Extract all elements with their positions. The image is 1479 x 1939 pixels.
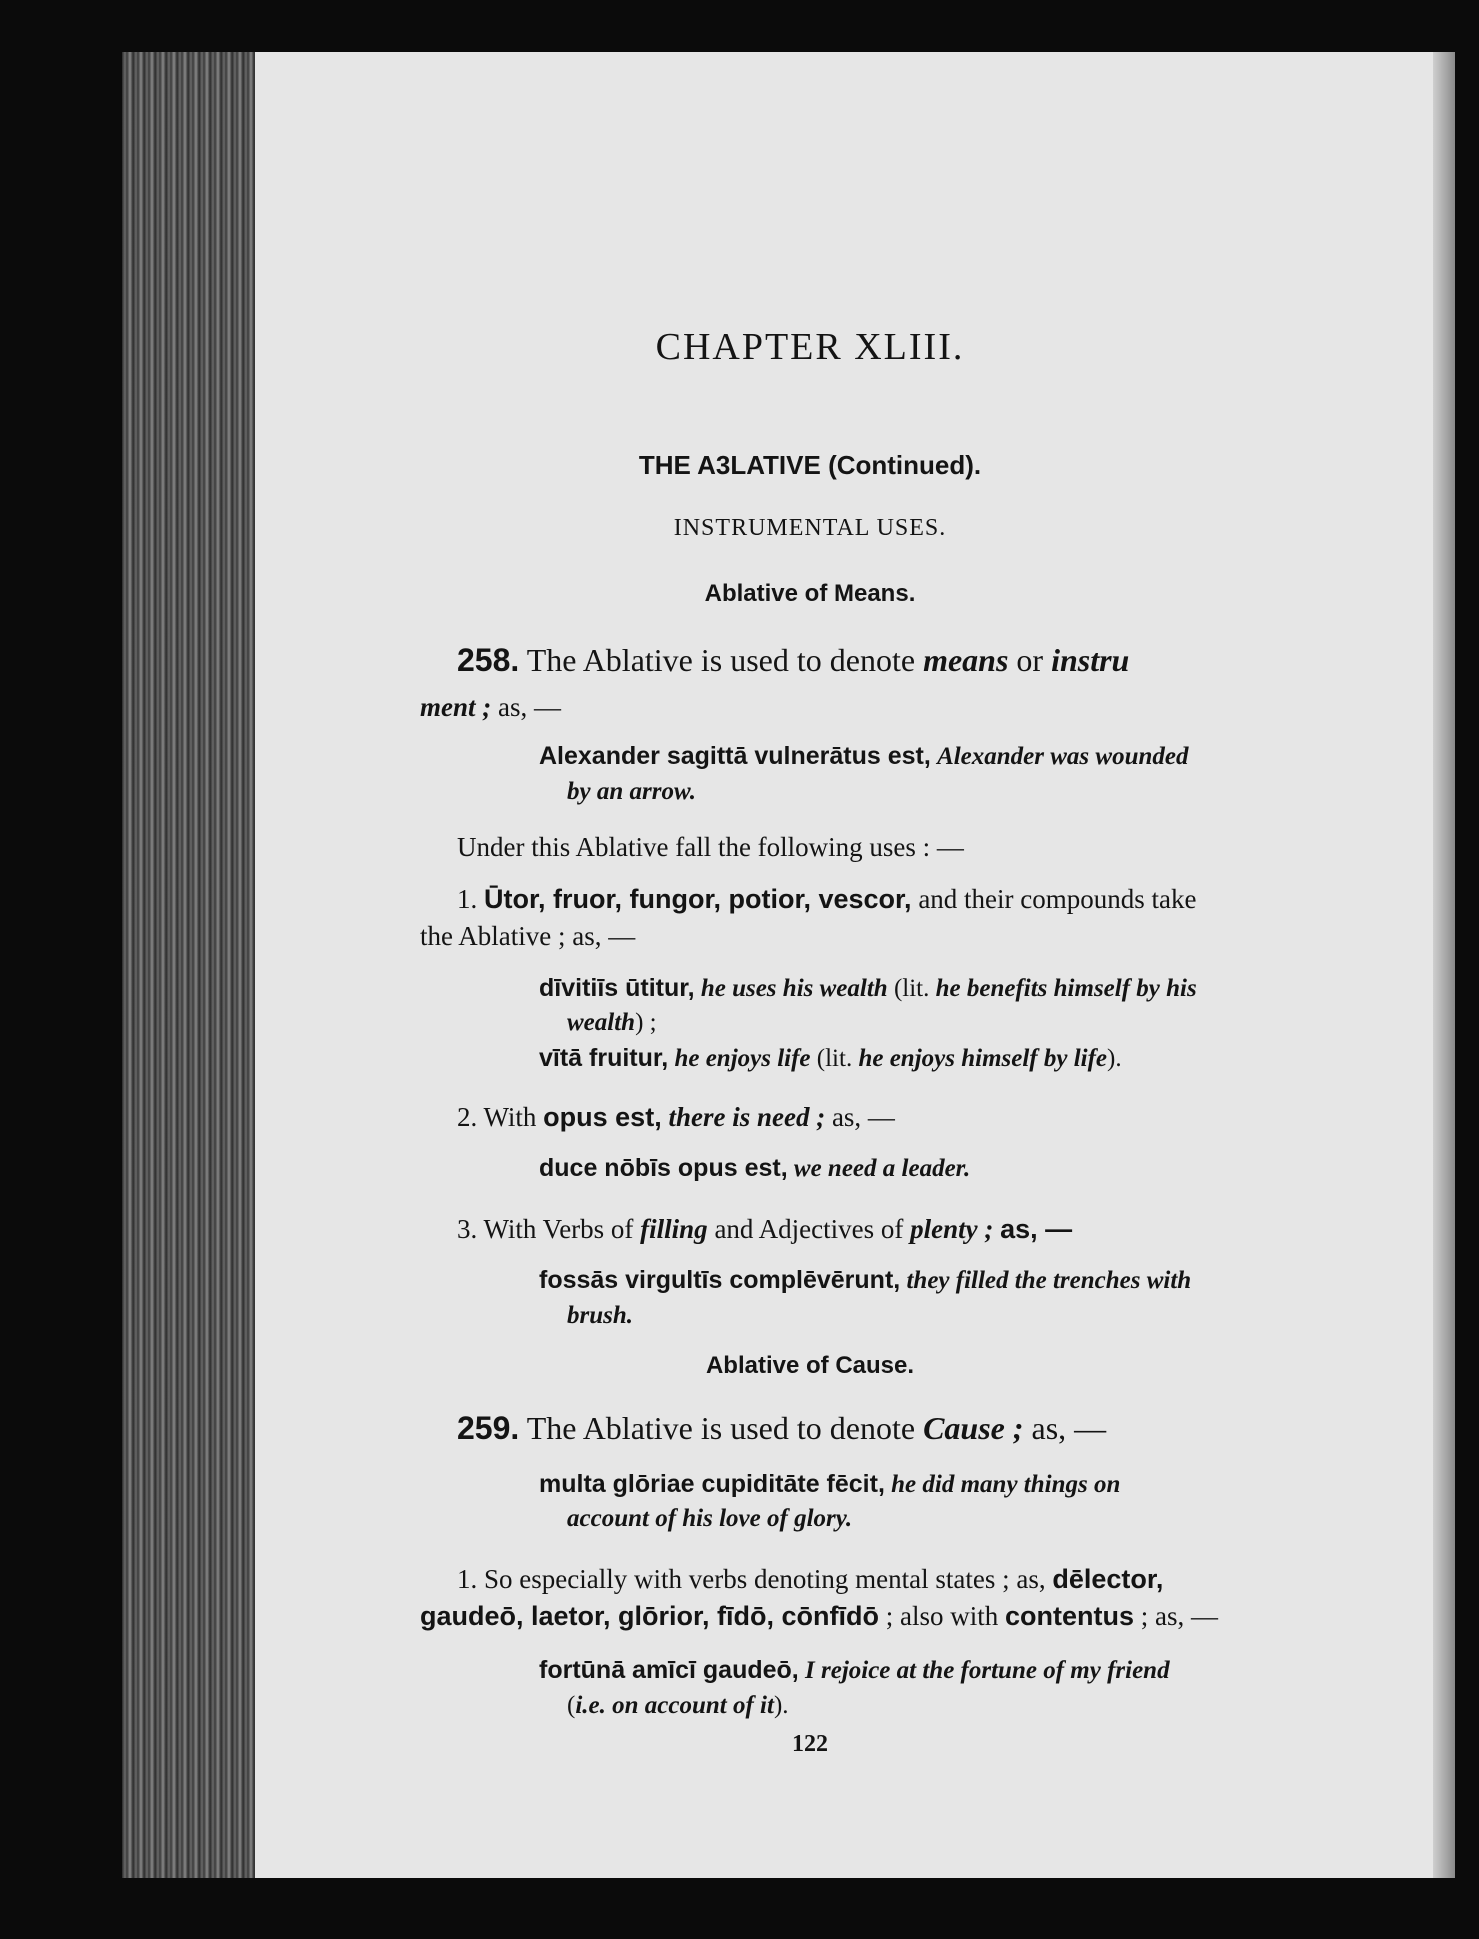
text-emphasis: filling — [640, 1214, 708, 1244]
english-translation: there is need ; — [668, 1102, 826, 1132]
text: ; also with — [885, 1601, 999, 1631]
paragraph-259-line1 — [457, 1410, 1106, 1447]
text: as, — — [831, 1102, 895, 1132]
text: or — [1016, 642, 1044, 678]
english-translation: account of his love of glory. — [567, 1505, 853, 1532]
text-emphasis: ment ; — [420, 692, 492, 722]
item-259-1-example-line1 — [539, 1656, 1170, 1685]
english-translation: he enjoys life — [674, 1045, 811, 1072]
example-259-line2 — [567, 1505, 852, 1533]
latin-text: fortūnā amīcī gaudeō, — [539, 1656, 799, 1684]
paragraph-258-line2 — [420, 692, 561, 723]
paragraph-258-line1 — [457, 642, 1129, 679]
english-translation: wealth — [567, 1009, 636, 1036]
latin-text: duce nōbīs opus est, — [539, 1154, 788, 1182]
item-259-1-line1 — [457, 1564, 1163, 1595]
item-259-1-example-line2 — [567, 1692, 789, 1720]
example-258-line1 — [539, 742, 1189, 771]
paragraph-number: 258. — [457, 642, 520, 678]
english-translation: he uses his wealth — [700, 975, 888, 1002]
text: as, — — [1000, 1214, 1073, 1244]
english-translation: brush. — [567, 1302, 634, 1329]
latin-text: multa glōriae cupiditāte fēcit, — [539, 1470, 885, 1498]
latin-text: opus est, — [543, 1102, 662, 1132]
text: The Ablative is used to denote — [526, 1410, 916, 1446]
text: as, — — [1031, 1410, 1107, 1446]
book-page-edges — [122, 52, 257, 1878]
english-translation: he benefits himself by his — [935, 975, 1197, 1002]
text: and their compounds take — [918, 884, 1197, 914]
text-emphasis: instru — [1051, 642, 1130, 678]
item-number: 2. — [457, 1102, 478, 1132]
english-translation: I rejoice at the fortune of my friend — [805, 1657, 1170, 1684]
item-1-example-1-cont — [567, 1009, 657, 1037]
english-translation: i.e. on account of it — [575, 1692, 774, 1719]
text: ). — [773, 1692, 789, 1719]
section-title: INSTRUMENTAL USES. — [673, 515, 947, 541]
item-number: 1. — [457, 884, 478, 914]
text: With Verbs of — [483, 1214, 634, 1244]
item-number: 3. — [457, 1214, 478, 1244]
book-gutter — [1433, 52, 1455, 1878]
text: With — [483, 1102, 537, 1132]
intro-uses: Under this Ablative fall the following uses : — — [457, 832, 964, 862]
text-emphasis: Cause ; — [923, 1410, 1024, 1446]
example-259-line1 — [539, 1470, 1120, 1499]
chapter-title: CHAPTER XLIII. — [655, 326, 965, 368]
item-3-example-line2 — [567, 1302, 633, 1330]
example-258-line2 — [567, 778, 696, 806]
latin-text: dēlector, — [1052, 1564, 1164, 1594]
latin-text: vītā fruitur, — [539, 1044, 669, 1072]
item-2-example — [539, 1154, 970, 1183]
english-translation: Alexander was wounded — [937, 743, 1189, 770]
english-translation: he enjoys himself by life — [858, 1045, 1108, 1072]
text: ; as, — — [1140, 1601, 1219, 1631]
text: (lit. — [816, 1045, 853, 1072]
item-1-example-2 — [539, 1044, 1122, 1073]
item-3-example-line1 — [539, 1266, 1191, 1295]
item-1-line2: the Ablative ; as, — — [420, 921, 636, 951]
text: ( — [567, 1692, 576, 1719]
latin-text: contentus — [1005, 1601, 1135, 1631]
item-1-example-1 — [539, 974, 1197, 1003]
english-translation: by an arrow. — [567, 778, 696, 805]
heading-ablative-of-means: Ablative of Means. — [704, 580, 916, 607]
text-emphasis: means — [923, 642, 1009, 678]
latin-text: dīvitiīs ūtitur, — [539, 974, 695, 1002]
english-translation: we need a leader. — [793, 1155, 971, 1182]
subtitle-paren: (Continued). — [828, 450, 982, 480]
item-1-line1 — [457, 884, 1197, 915]
english-translation: they filled the trenches with — [906, 1267, 1192, 1294]
english-translation: he did many things on — [891, 1471, 1121, 1498]
page-number: 122 — [792, 1731, 828, 1757]
chapter-subtitle — [255, 450, 1365, 481]
item-3-line1 — [457, 1214, 1072, 1245]
heading-ablative-of-cause: Ablative of Cause. — [705, 1352, 915, 1379]
text: ). — [1107, 1045, 1122, 1072]
item-2-line1 — [457, 1102, 895, 1133]
text: So especially with verbs denoting mental states ; as, — [484, 1564, 1046, 1594]
text: as, — — [498, 692, 561, 722]
text: The Ablative is used to denote — [526, 642, 916, 678]
text: ) ; — [635, 1009, 657, 1036]
subtitle-main: THE A3LATIVE — [638, 450, 821, 480]
item-259-1-line2 — [420, 1601, 1218, 1632]
latin-text: fossās virgultīs complēvērunt, — [539, 1266, 901, 1294]
paragraph-number: 259. — [457, 1410, 520, 1446]
latin-text: gaudeō, laetor, glōrior, fīdō, cōnfīdō — [420, 1601, 880, 1631]
text: (lit. — [893, 975, 930, 1002]
latin-text: Alexander sagittā vulnerātus est, — [539, 742, 931, 770]
item-number: 1. — [457, 1564, 478, 1594]
text: and Adjectives of — [714, 1214, 904, 1244]
text-emphasis: plenty ; — [910, 1214, 994, 1244]
book-page — [255, 52, 1455, 1878]
latin-text: Ūtor, fruor, fungor, potior, vescor, — [484, 884, 912, 914]
